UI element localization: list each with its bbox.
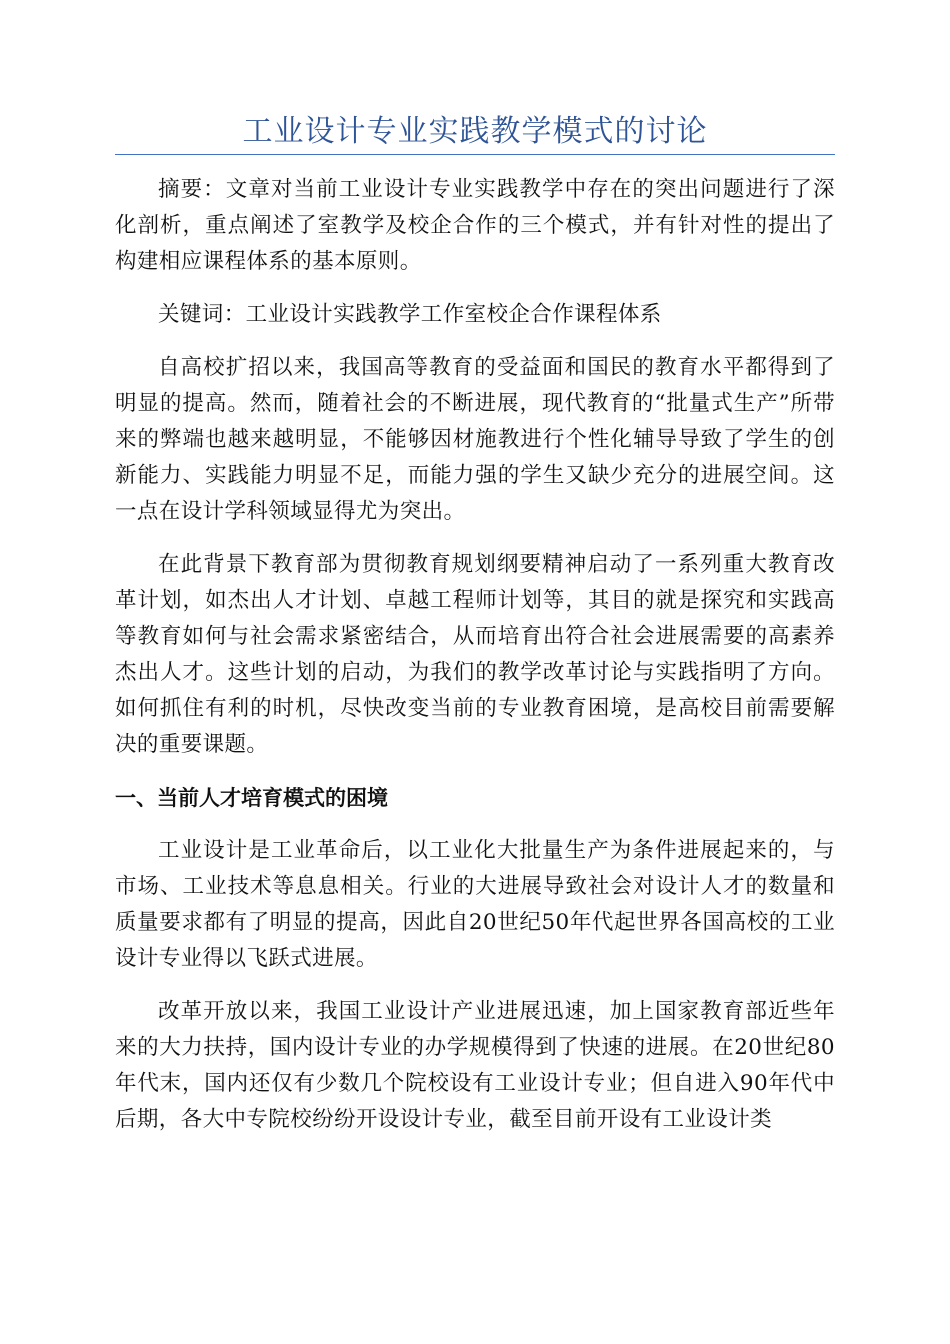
abstract-paragraph: 摘要：文章对当前工业设计专业实践教学中存在的突出问题进行了深化剖析，重点阐述了室教学及校企合作的三个模式，并有针对性的提出了构建相应课程体系的基本原则。 xyxy=(115,177,835,274)
section1-paragraph-1: 工业设计是工业革命后，以工业化大批量生产为条件进展起来的，与市场、工业技术等息息相关。行业的大进展导致社会对设计人才的数量和质量要求都有了明显的提高，因此自20世纪50年代起世界各国高校的工业设计专业得以飞跃式进展。 xyxy=(115,838,835,971)
document-body xyxy=(115,172,835,1155)
document-title: 工业设计专业实践教学模式的讨论 xyxy=(242,114,708,149)
section-heading-1: 一、当前人才培育模式的困境 xyxy=(115,786,388,810)
keywords-paragraph: 关键词：工业设计实践教学工作室校企合作课程体系 xyxy=(158,302,662,327)
intro-paragraph-2: 在此背景下教育部为贯彻教育规划纲要精神启动了一系列重大教育改革计划，如杰出人才计划、卓越工程师计划等，其目的就是探究和实践高等教育如何与社会需求紧密结合，从而培育出符合社会进展需要的高素养杰出人才。这些计划的启动，为我们的教学改革讨论与实践指明了方向。如何抓住有利的时机，尽快改变当前的专业教育困境，是高校目前需要解决的重要课题。 xyxy=(115,552,835,757)
section1-paragraph-2: 改革开放以来，我国工业设计产业进展迅速，加上国家教育部近些年来的大力扶持，国内设计专业的办学规模得到了快速的进展。在20世纪80年代末，国内还仅有少数几个院校设有工业设计专业；但自进入90年代中后期，各大中专院校纷纷开设设计专业，截至目前开设有工业设计类 xyxy=(115,999,835,1132)
title-underline xyxy=(115,154,835,155)
intro-paragraph-1: 自高校扩招以来，我国高等教育的受益面和国民的教育水平都得到了明显的提高。然而，随着社会的不断进展，现代教育的“批量式生产”所带来的弊端也越来越明显，不能够因材施教进行个性化辅导导致了学生的创新能力、实践能力明显不足，而能力强的学生又缺少充分的进展空间。这一点在设计学科领域显得尤为突出。 xyxy=(115,355,835,524)
